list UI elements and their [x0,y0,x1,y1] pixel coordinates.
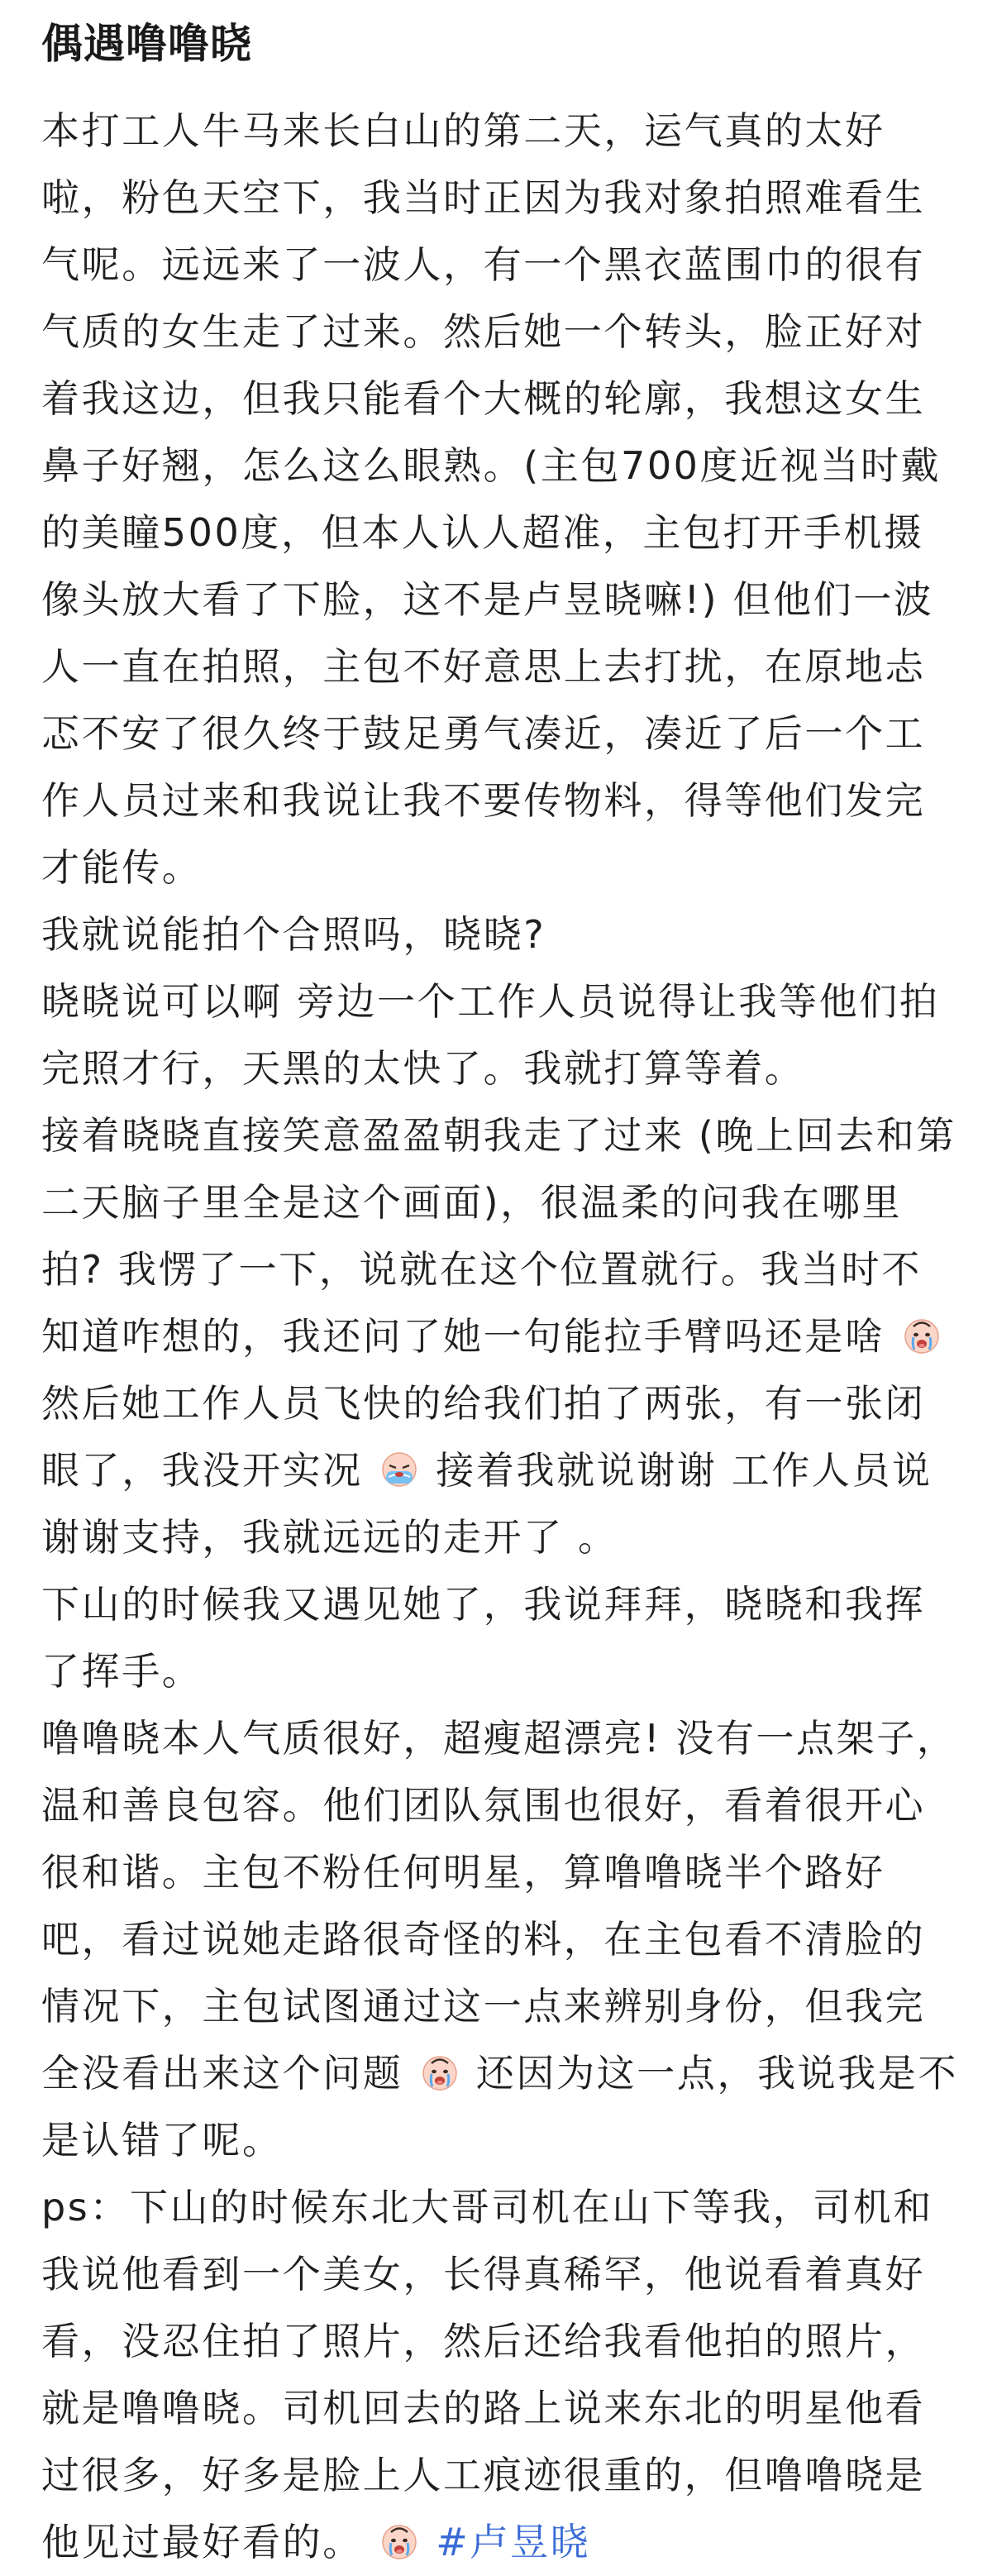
crying-face-emoji [379,2521,420,2562]
post-text: 接着晓晓直接笑意盈盈朝我走了过来 (晚上回去和第二天脑子里全是这个画面)，很温柔的问我在哪里拍? 我愣了一下，说就在这个位置就行。我当时不知道咋想的，我还问了她一句能拉手臂吗还是啥 [41,1113,956,1359]
post-text: 还因为这一点，我说我是不是认错了呢。 [41,2051,959,2163]
post-text: 本打工人牛马来长白山的第二天，运气真的太好啦，粉色天空下，我当时正因为我对象拍照难看生气呢。远远来了一波人，有一个黑衣蓝围巾的很有气质的女生走了过来。然后她一个转头，脸正好对着我这边，但我只能看个大概的轮廓，我想这女生鼻子好翘，怎么这么眼熟。(主包700度近视当时戴的美瞳500度，但本人认人超准，主包打开手机摄像头放大看了下脸，这不是卢昱晓嘛!) 但他们一波人一直在拍照，主包不好意思上去打扰，在原地忐忑不安了很久终于鼓足勇气凑近，凑近了后一个工作人员过来和我说让我不要传物料，得等他们发完才能传。 [41,108,942,890]
sobbing-face-emoji [379,1449,420,1490]
post-paragraph [41,2174,959,2576]
post-text: 接着我就说谢谢 工作人员说谢谢支持，我就远远的走开了 。 [41,1448,933,1560]
post-paragraph [41,1102,959,1571]
post-paragraph [41,968,959,1102]
post-title: 偶遇噜噜晓 [41,20,252,68]
post-text: ps：下山的时候东北大哥司机在山下等我，司机和我说他看到一个美女，长得真稀罕，他说看着真好看，没忍住拍了照片，然后还给我看他拍的照片，就是噜噜晓。司机回去的路上说来东北的明星他看过很多，好多是脸上人工痕迹很重的，但噜噜晓是他见过最好看的。 [41,2185,933,2564]
crying-face-emoji [901,1315,942,1356]
post-text: 噜噜晓本人气质很好，超瘦超漂亮! 没有一点架子，温和善良包容。他们团队氛围也很好，看着很开心很和谐。主包不粉任何明星，算噜噜晓半个路好吧，看过说她走路很奇怪的料，在主包看不清脸的情况下，主包试图通过这一点来辨别身份，但我完全没看出来这个问题 [41,1716,957,2096]
post-paragraph [41,1571,959,1705]
post-paragraph [41,1705,959,2174]
post-text: 然后她工作人员飞快的给我们拍了两张，有一张闭眼了，我没开实况 [41,1381,926,1493]
post-text: 晓晓说可以啊 旁边一个工作人员说得让我等他们拍完照才行，天黑的太快了。我就打算等着。 [41,979,940,1091]
post-body [41,98,959,2576]
post-text: 我就说能拍个合照吗，晓晓? [41,912,546,957]
crying-face-emoji [419,2052,460,2093]
post-text: 下山的时候我又遇见她了，我说拜拜，晓晓和我挥了挥手。 [41,1582,926,1694]
hashtag-link[interactable]: #卢昱晓 [436,2520,591,2564]
post-paragraph [41,98,959,901]
post-paragraph [41,901,959,968]
